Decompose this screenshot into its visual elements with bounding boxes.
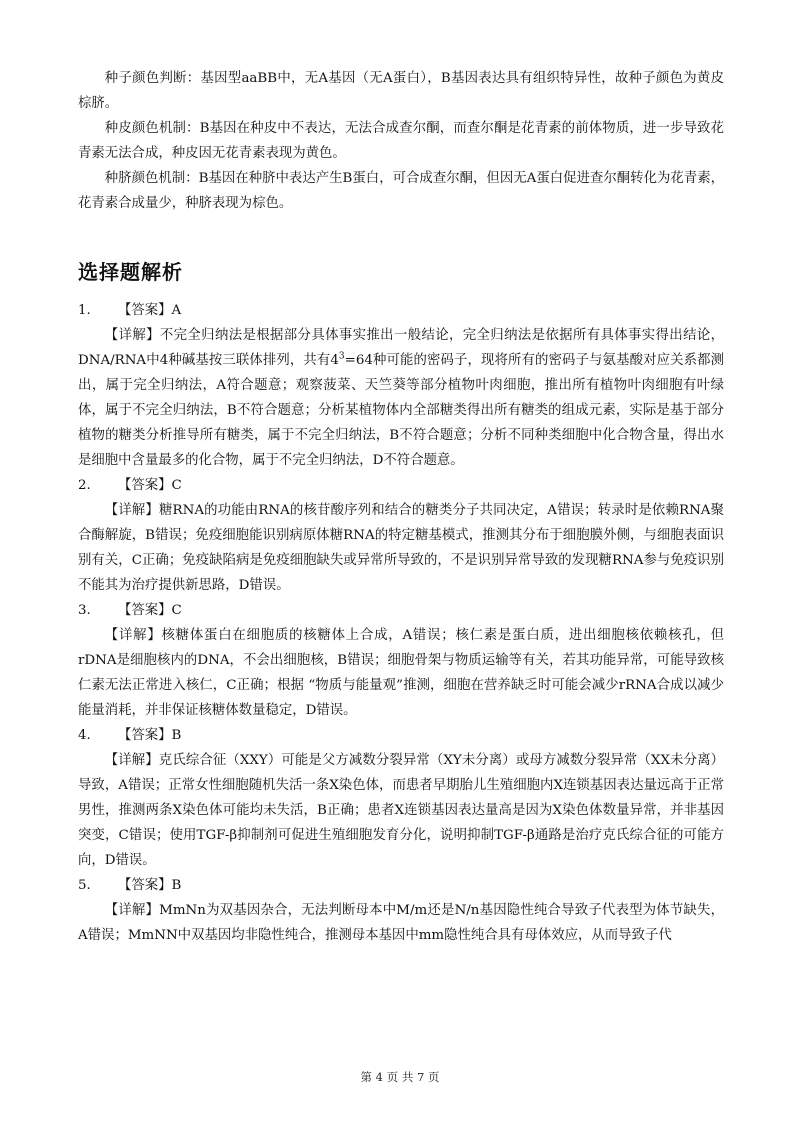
- answer-line: [78, 298, 724, 323]
- section-title: 选择题解析: [78, 260, 183, 284]
- intro-paragraph-1: 种子颜色判断：基因型aaBB中，无A基因（无A蛋白），B基因表达具有组织特异性，故种子颜色为黄皮棕脐。: [78, 71, 724, 111]
- question-5: [78, 873, 724, 948]
- answer-text: 【答案】C: [118, 478, 182, 493]
- page-footer: 第 4 页 共 7 页: [360, 1070, 440, 1084]
- answer-text: 【答案】A: [118, 303, 182, 318]
- detail-part: =64种可能的密码子，现将所有的密码子与氨基酸对应关系都测出，属于完全归纳法，A符合题意；观察菠菜、天竺葵等部分植物叶肉细胞，推出所有植物叶肉细胞有叶绿体，属于不完全归纳法，B不符合题意；分析某植物体内全部糖类得出所有糖类的组成元素，实际是基于部分植物的糖类分析推导所有糖类，属于不完全归纳法，B不符合题意；分析不同种类细胞中化合物含量，得出水是细胞中含量最多的化合物，属于不完全归纳法，D不符合题意。: [78, 353, 724, 468]
- answer-line: [78, 598, 724, 623]
- question-3: [78, 598, 724, 723]
- question-number: 1.: [78, 303, 91, 318]
- answer-line: [78, 873, 724, 898]
- question-detail: 【详解】克氏综合征（XXY）可能是父方减数分裂异常（XY未分离）或母方减数分裂异常（XX未分离）导致，A错误；正常女性细胞随机失活一条X染色体，而患者早期胎儿生殖细胞内X连锁基因表达量远高于正常男性，推测两条X染色体可能均未失活，B正确；患者X连锁基因表达量高是因为X染色体数量异常，并非基因突变，C错误；使用TGF-β抑制剂可促进生殖细胞发育分化，说明抑制TGF-β通路是治疗克氏综合征的可能方向，D错误。: [78, 753, 724, 868]
- page-content: [78, 66, 724, 948]
- question-number: 5.: [78, 878, 91, 893]
- question-detail: [78, 323, 724, 473]
- question-detail: 【详解】核糖体蛋白在细胞质的核糖体上合成，A错误；核仁素是蛋白质，进出细胞核依赖核孔，但rDNA是细胞核内的DNA，不会出细胞核，B错误；细胞骨架与物质运输等有关，若其功能异常，可能导致核仁素无法正常进入核仁，C正确；根据 “物质与能量观”推测，细胞在营养缺乏时可能会减少rRNA合成以减少能量消耗，并非保证核糖体数量稳定，D错误。: [78, 628, 724, 718]
- question-number: 4.: [78, 728, 91, 743]
- answer-line: [78, 723, 724, 748]
- question-1: [78, 298, 724, 473]
- answer-text: 【答案】C: [118, 603, 182, 618]
- question-detail: 【详解】MmNn为双基因杂合，无法判断母本中M/m还是N/n基因隐性纯合导致子代表型为体节缺失，A错误；MmNN中双基因均非隐性纯合，推测母本基因中mm隐性纯合具有母体效应，从而导致子代: [78, 903, 724, 943]
- detail-part: 【详解】不完全归纳法是根据部分具体事实推出一般结论，完全归纳法是依据所有具体事实得出结论，DNA/RNA中4种碱基按三联体排列，共有4: [78, 328, 724, 368]
- question-4: [78, 723, 724, 873]
- answer-line: [78, 473, 724, 498]
- question-detail: 【详解】糖RNA的功能由RNA的核苷酸序列和结合的糖类分子共同决定，A错误；转录时是依赖RNA聚合酶解旋，B错误；免疫细胞能识别病原体糖RNA的特定糖基模式，推测其分布于细胞膜外侧，与细胞表面识别有关，C正确；免疫缺陷病是免疫细胞缺失或异常所导致的，不是识别异常导致的发现糖RNA参与免疫识别不能其为治疗提供新思路，D错误。: [78, 503, 724, 593]
- answer-text: 【答案】B: [118, 878, 182, 893]
- answer-text: 【答案】B: [118, 728, 182, 743]
- question-number: 3.: [78, 603, 91, 618]
- intro-paragraph-3: 种脐颜色机制：B基因在种脐中表达产生B蛋白，可合成查尔酮，但因无A蛋白促进查尔酮转化为花青素，花青素合成量少，种脐表现为棕色。: [78, 171, 724, 211]
- question-number: 2.: [78, 478, 91, 493]
- intro-paragraph-2: 种皮颜色机制：B基因在种皮中不表达，无法合成查尔酮，而查尔酮是花青素的前体物质，进一步导致花青素无法合成，种皮因无花青素表现为黄色。: [78, 121, 724, 161]
- question-2: [78, 473, 724, 598]
- superscript: 3: [338, 351, 345, 362]
